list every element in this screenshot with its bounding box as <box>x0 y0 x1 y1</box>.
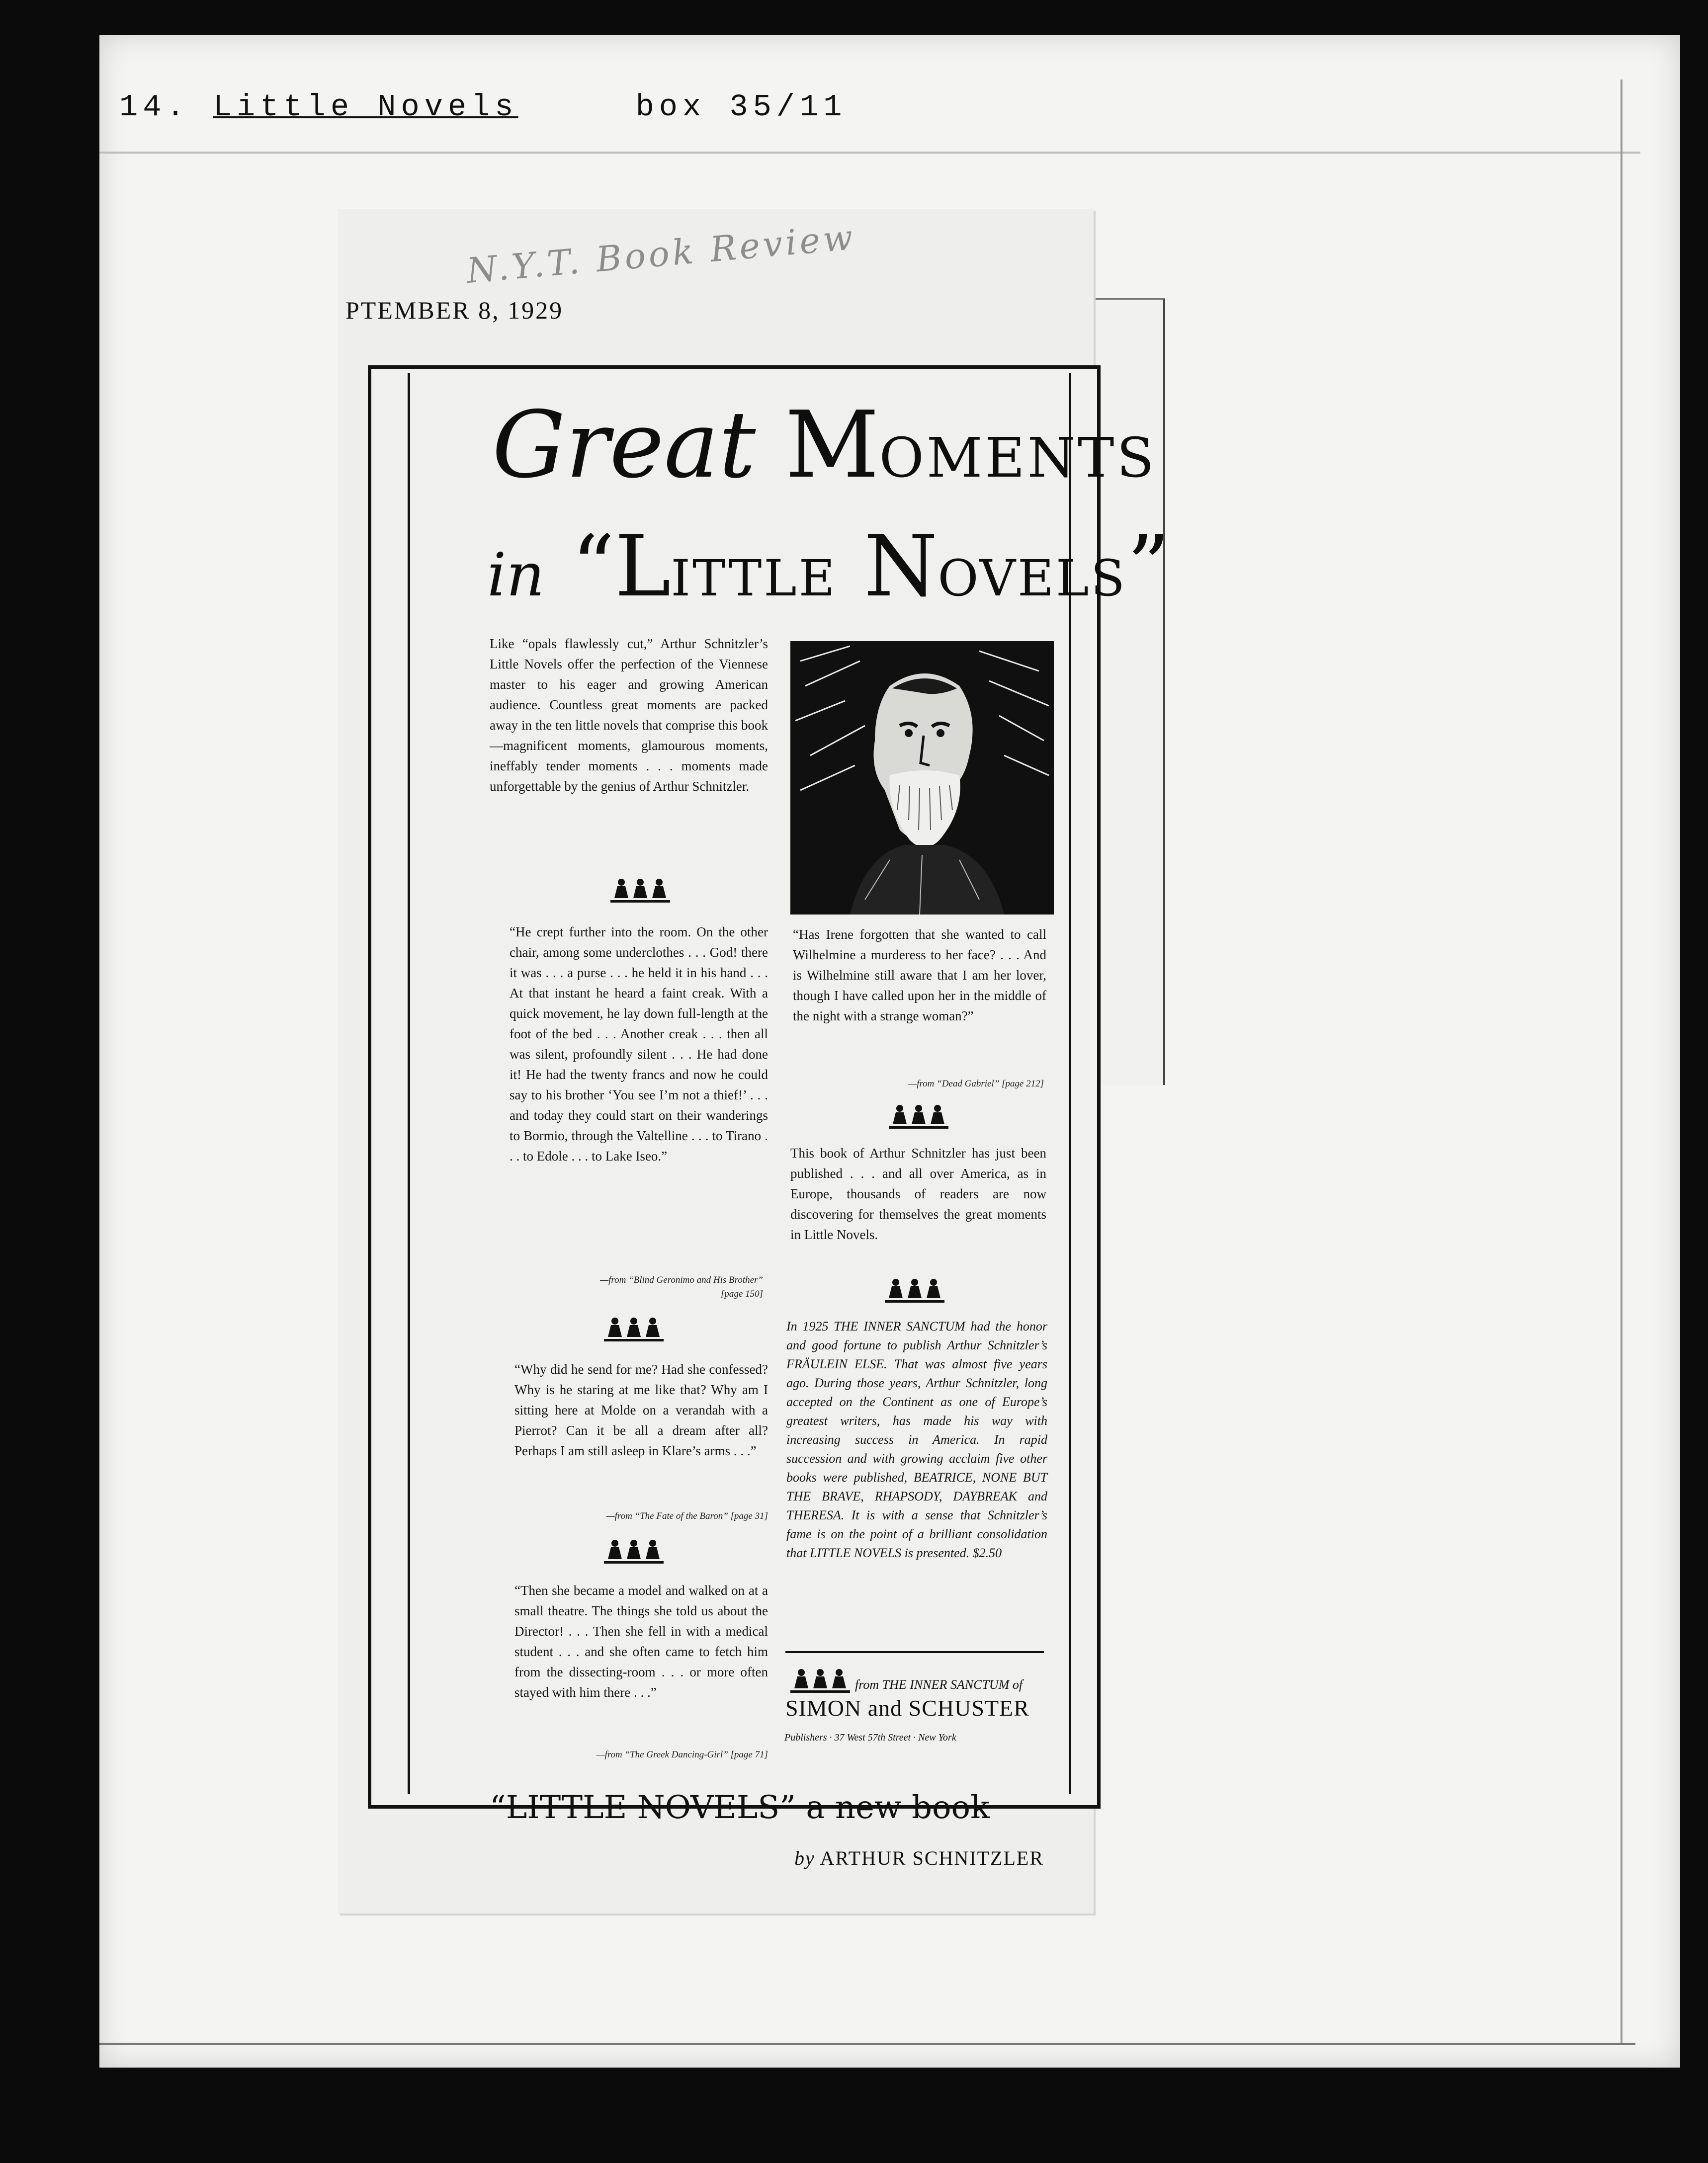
publisher-name: SIMON and SCHUSTER <box>785 1695 1029 1721</box>
quote-3-text: “Then she became a model and walked on at a small theatre. The things she told us about the Director! . . . Then she fell in with a medical student . . . and she often came to fetch him from the dissecting-room . . . or more often stayed with him there . . .” <box>514 1583 768 1700</box>
ornament-three-figures-icon <box>604 1538 664 1566</box>
ornament-three-figures-icon <box>610 877 670 905</box>
headline-ovels: OVELS <box>938 549 1127 607</box>
announcement-text: This book of Arthur Schnitzler has just been published . . . and all over America, as in Europe, thousands of readers are now discovering for themselves the great moments in Little Novels. <box>790 1146 1046 1242</box>
archive-label <box>119 89 964 125</box>
intro-text: Like “opals flawlessly cut,” Arthur Schnitzler’s Little Novels offer the perfection of the Viennese master to his eager and growing American audience. Countless great moments are packed away in the ten little novels that comprise this book—magnificent moments, glamourous moments, ineffably tender moments . . . moments made unforgettable by the genius of Arthur Schnitzler. <box>490 636 768 794</box>
headline-ittle: ITTLE <box>671 549 837 607</box>
headline-m: M <box>785 391 879 499</box>
label-number: 14. <box>119 89 190 125</box>
publisher-address: Publishers · 37 West 57th Street · New York <box>784 1732 956 1743</box>
headline-open-quote: “ <box>571 517 615 616</box>
publisher-from: from THE INNER SANCTUM of <box>855 1677 1023 1692</box>
quote-greek-dancing-girl <box>514 1581 768 1703</box>
publication-announcement <box>790 1143 1046 1245</box>
headline-oments: OMENTS <box>879 426 1157 490</box>
footer-author: ARTHUR SCHNITZLER <box>820 1847 1044 1869</box>
mount-edge <box>1621 80 1623 2043</box>
headline-line-1 <box>492 391 1157 510</box>
footer-byline <box>766 1846 1044 1870</box>
footer-by: by <box>794 1847 815 1869</box>
headline-line-2 <box>487 517 1170 628</box>
quote-fate-of-the-baron <box>514 1359 768 1461</box>
author-portrait <box>790 641 1054 915</box>
ornament-three-figures-icon <box>889 1103 948 1131</box>
footer-title: “LITTLE NOVELS” a new book <box>490 1789 990 1826</box>
credit-blind-geronimo: —from “Blind Geronimo and His Brother” <box>600 1275 763 1285</box>
handwritten-source-note: N.Y.T. Book Review <box>465 216 857 292</box>
quote-dead-gabriel <box>793 924 1046 1026</box>
label-title: Little Novels <box>213 89 518 125</box>
quote-blind-geronimo <box>510 922 768 1166</box>
headline-n: N <box>863 517 938 616</box>
quote-1-text: “He crept further into the room. On the other chair, among some underclothes . . . God! there it was . . . a purse . . . he held it in his hand . . . At that instant he heard a faint creak. With a quick movement, he lay down full-length at the foot of the bed . . . Another creak . . . then all was silent, profoundly silent . . . He had done it! He had the twenty francs and now he could say to his brother ‘You see I’m not a thief!’ . . . and today they could start on their wanderings to Bormio, through the Valtelline . . . to Tirano . . . to Edole . . . to Lake Iseo.” <box>510 924 768 1164</box>
inner-sanctum-note <box>786 1317 1047 1563</box>
inner-sanctum-note-text: In 1925 THE INNER SANCTUM had the honor and good fortune to publish Arthur Schnitzler’s FRÄULEIN ELSE. That was almost five years ago. During those years, Arthur Schnitzler, long accepted on the Continent as one of Europe’s greatest writers, has made his way with increasing success in America. In rapid succession and with growing acclaim five other books were published, BEATRICE, NONE BUT THE BRAVE, RHAPSODY, DAYBREAK and THERESA. It is with a sense that Schnitzler’s fame is on the point of a brilliant consolidation that LITTLE NOVELS is presented. $2.50 <box>786 1319 1047 1560</box>
credit-fate-of-the-baron: —from “The Fate of the Baron” [page 31] <box>606 1511 768 1521</box>
credit-dead-gabriel: —from “Dead Gabriel” [page 212] <box>908 1079 1044 1089</box>
credit-greek-dancing-girl: —from “The Greek Dancing-Girl” [page 71] <box>596 1749 768 1760</box>
intro-paragraph <box>490 634 768 797</box>
headline-close-quote: ” <box>1126 517 1170 616</box>
ornament-three-figures-icon <box>885 1277 944 1305</box>
quote-4-text: “Has Irene forgotten that she wanted to call Wilhelmine a murderess to her face? . . . And is Wilhelmine still aware that I am her lover, though I have called upon her in the middle of the night with a strange woman?” <box>793 927 1046 1023</box>
headline-in: in <box>487 541 545 610</box>
label-box: box 35/11 <box>635 89 847 125</box>
headline-l: L <box>614 517 671 616</box>
publisher-logo-icon <box>790 1667 850 1695</box>
label-divider <box>99 152 1640 154</box>
bottom-edge <box>99 2043 1635 2045</box>
clipping-date: PTEMBER 8, 1929 <box>345 296 564 324</box>
publisher-divider <box>785 1651 1044 1653</box>
credit-blind-geronimo-page: [page 150] <box>721 1289 763 1299</box>
quote-2-text: “Why did he send for me? Had she confessed? Why is he staring at me like that? Why am I sitting here at Molde on a verandah with a Pierrot? Can it be all a dream after all? Perhaps I am still asleep in Klare’s arms . . .” <box>514 1362 768 1458</box>
ornament-three-figures-icon <box>604 1316 664 1343</box>
headline-great: Great <box>492 391 756 499</box>
